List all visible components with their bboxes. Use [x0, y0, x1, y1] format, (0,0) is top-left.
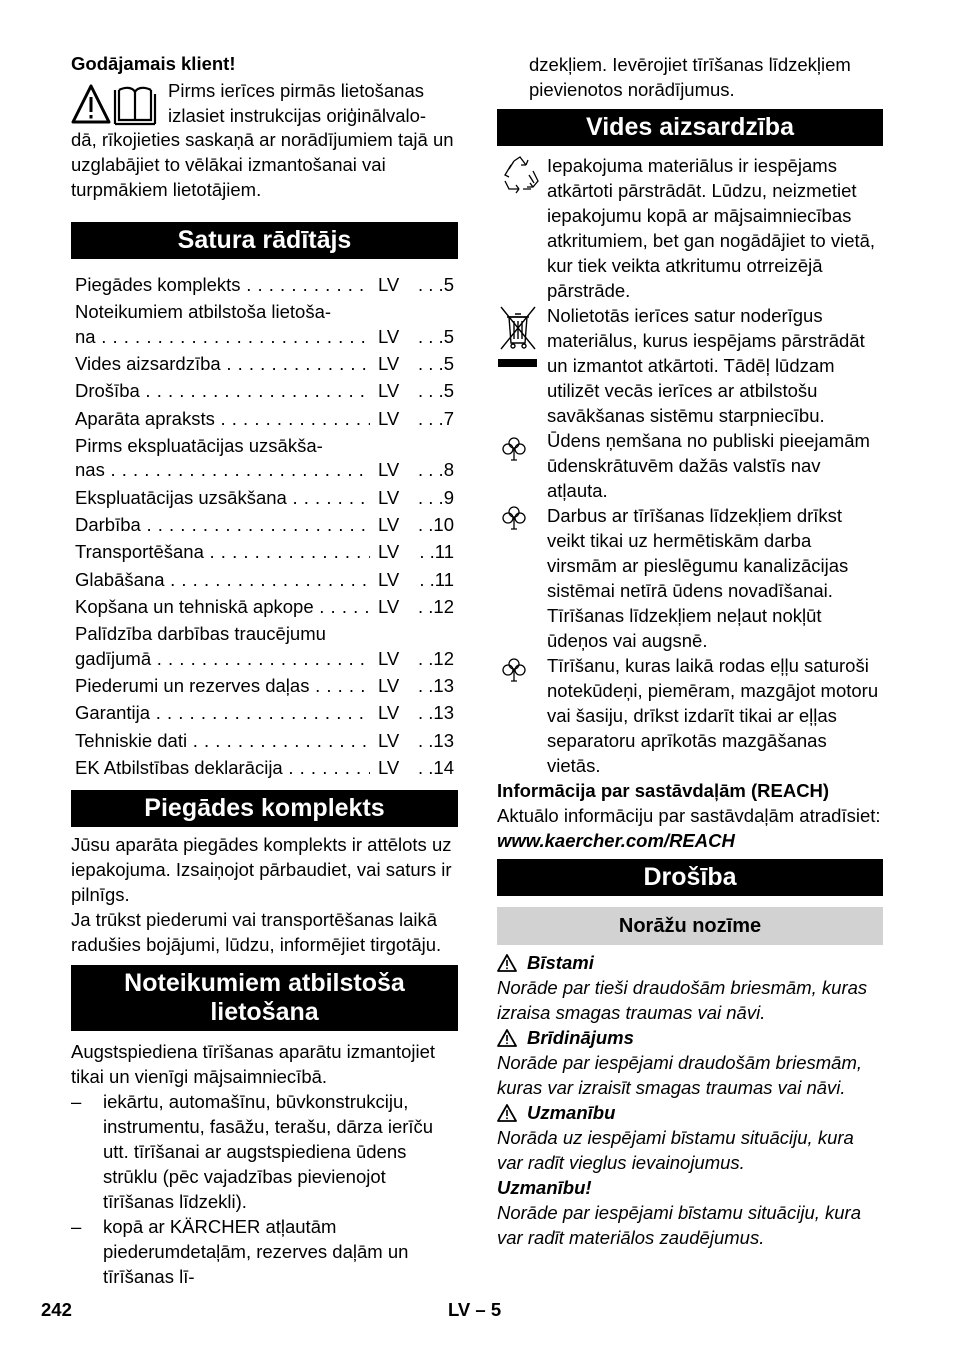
danger-heading	[497, 950, 883, 975]
toc-entry-line1: Transportēšana . . .	[75, 541, 370, 562]
toc-row[interactable]	[75, 379, 454, 404]
toc-entry-title	[75, 407, 370, 432]
toc-row[interactable]	[75, 622, 454, 671]
toc-row[interactable]	[75, 300, 454, 349]
intended-use-heading	[71, 965, 458, 1031]
toc-row[interactable]	[75, 273, 454, 298]
intro-text: dā, rīkojieties saskaņā ar norādījumiem tajā un uzglabājiet to vēlākai izmantošanai vai turpmākiem lietotājiem.	[71, 129, 454, 200]
toc-entry-line1: Darbība . . .	[75, 514, 370, 535]
toc-entry-title	[75, 486, 370, 511]
delivery-text-2: Ja trūkst piederumi vai transportēšanas laikā radušies bojājumi, lūdzu, informējiet tirgotāju.	[71, 909, 442, 956]
environment-icon	[497, 503, 547, 653]
list-dash: –	[71, 1216, 82, 1238]
toc-entry-line1: Pirms ekspluatācijas uzsākša-	[75, 434, 323, 456]
water-note	[497, 428, 883, 503]
read-manual-icon	[71, 78, 168, 128]
intended-use-item-2: kopā ar KÄRCHER atļautām piederumdetaļām, rezerves daļām un tīrīšanas lī-	[103, 1216, 409, 1288]
water-text: Ūdens ņemšana no publiski pieejamām ūdenskrātuvēm dažās valstīs nav atļauta.	[547, 430, 870, 501]
toc-row[interactable]	[75, 729, 454, 754]
toc-entry-page: . .13	[418, 675, 454, 697]
toc-entry-lang: LV	[378, 541, 400, 563]
weee-text: Nolietotās ierīces satur noderīgus materiālus, kurus iespējams pārstrādāt un izmantot atkārtoti. Tādēļ lūdzam utilizēt vecās ierīces ar atbilstošu savākšanas sistēmu starpniecību.	[547, 305, 865, 426]
toc-entry-page: . . .5	[418, 274, 454, 295]
toc-row[interactable]	[75, 407, 454, 432]
toc-entry-title	[75, 674, 370, 699]
toc-entry-lang: LV	[378, 274, 400, 295]
toc-entry-title	[75, 756, 370, 781]
environment-icon	[497, 428, 547, 503]
toc-entry-line1: Piegādes komplekts . . .	[75, 274, 370, 295]
toc-entry-lang: LV	[378, 514, 400, 536]
left-column	[71, 52, 458, 1289]
toc-entry-title	[75, 622, 370, 671]
toc-entry-title	[75, 434, 370, 483]
toc-entry-page: . .10	[418, 514, 454, 536]
toc-row[interactable]	[75, 513, 454, 538]
list-item	[71, 1214, 458, 1289]
toc-entry-line1: Noteikumiem atbilstoša lietoša-	[75, 301, 332, 323]
toc-row[interactable]	[75, 486, 454, 511]
toc-entry-title	[75, 379, 370, 404]
intended-use-heading-line1: Noteikumiem atbilstoša	[124, 969, 405, 998]
table-of-contents	[71, 273, 458, 780]
reach-title: Informācija par sastāvdaļām (REACH)	[497, 780, 830, 801]
toc-entry-line1: Garantija . . .	[75, 702, 370, 723]
toc-entry-title	[75, 701, 370, 726]
toc-entry-line1: Ekspluatācijas uzsākšana . . .	[75, 487, 370, 508]
toc-entry-title	[75, 595, 370, 620]
toc-entry-title	[75, 540, 370, 565]
warning-text: Norāde par iespējami draudošām briesmām, kuras var izraisīt smagas traumas vai nāvi.	[497, 1052, 863, 1098]
toc-entry-lang: LV	[378, 729, 400, 751]
toc-entry-lang: LV	[378, 325, 400, 347]
toc-entry-page: . .12	[418, 647, 454, 669]
intended-use-text: Augstspiediena tīrīšanas aparātu izmantojiet tikai un vienīgi mājsaimniecībā.	[71, 1041, 436, 1088]
toc-entry-line1: EK Atbilstības deklarācija . . .	[75, 757, 370, 778]
detergent-note	[497, 503, 883, 653]
toc-row[interactable]	[75, 674, 454, 699]
intended-use-item-1: iekārtu, automašīnu, būvkonstrukciju, instrumentu, fasāžu, terašu, dārza ierīču utt. tīrīšanai ar augstspiediena ūdens strūklu (pēc vajadzības pievienojot tīrīšanas līdzekli).	[103, 1091, 434, 1213]
attention-text: Norāde par iespējami bīstamu situāciju, kura var radīt materiālos zaudējumus.	[497, 1202, 862, 1248]
toc-entry-lang: LV	[378, 702, 400, 724]
toc-row[interactable]	[75, 595, 454, 620]
toc-entry-line1: Aparāta apraksts . . .	[75, 408, 370, 429]
toc-entry-line1: Vides aizsardzība . . .	[75, 353, 370, 374]
toc-entry-lang: LV	[378, 647, 400, 669]
intended-use-item-2-continued: dzekļiem. Ievērojiet tīrīšanas līdzekļiem pievienotos norādījumus.	[529, 54, 851, 100]
recycle-text: Iepakojuma materiālus ir iespējams atkārtoti pārstrādāt. Lūdzu, neizmetiet iepakojumu kopā ar mājsaimniecības atkritumiem, bet gan nogādājiet to vietā, kur tiek veikta atkritumu otrreizējā pārstrāde.	[547, 155, 876, 301]
danger-title: Bīstami	[527, 952, 594, 973]
toc-entry-title	[75, 729, 370, 754]
toc-entry-page: . .11	[419, 568, 454, 590]
toc-row[interactable]	[75, 540, 454, 565]
toc-entry-page: . .13	[418, 729, 454, 751]
delivery-text-1: Jūsu aparāta piegādes komplekts ir attēlots uz iepakojuma. Izsaiņojot pārbaudiet, vai saturs ir pilnīgs.	[71, 834, 452, 906]
toc-entry-title	[75, 513, 370, 538]
toc-entry-page: . . .7	[418, 407, 454, 429]
intro-text-line1: Pirms ierīces pirmās lietošanas	[168, 80, 424, 101]
toc-entry-lang: LV	[378, 459, 400, 481]
toc-entry-lang: LV	[378, 675, 400, 697]
recycle-icon	[497, 153, 547, 303]
toc-row[interactable]	[75, 756, 454, 781]
toc-entry-line1: Drošība . . .	[75, 380, 370, 401]
toc-entry-lang: LV	[378, 407, 400, 429]
intro-block	[71, 78, 458, 128]
toc-entry-lang: LV	[378, 486, 400, 508]
crossed-bin-icon	[497, 303, 547, 428]
toc-row[interactable]	[75, 701, 454, 726]
reach-link[interactable]: www.kaercher.com/REACH	[497, 830, 735, 851]
detergent-text: Darbus ar tīrīšanas līdzekļiem drīkst veikt tikai uz hermētiskām darba virsmām ar pieslēgumu kanalizācijas sistēmai netīrā ūdens novadīšanai. Tīrīšanas līdzekļiem neļaut nokļūt ūdeņos vai augsnē.	[547, 505, 849, 651]
toc-entry-page: . . .5	[418, 353, 454, 375]
toc-entry-line1: Piederumi un rezerves daļas . . .	[75, 675, 370, 696]
toc-entry-title	[75, 273, 370, 298]
attention-title: Uzmanību!	[497, 1177, 592, 1198]
caution-title: Uzmanību	[527, 1102, 616, 1123]
intro-text-line2: izlasiet instrukcijas oriģinālvalo-	[168, 105, 427, 126]
right-column	[497, 52, 883, 1250]
toc-entry-page: . .14	[418, 756, 454, 778]
weee-note	[497, 303, 883, 428]
recycle-note	[497, 153, 883, 303]
list-item	[71, 1089, 458, 1214]
toc-entry-title	[75, 568, 370, 593]
warning-title: Brīdinājums	[527, 1027, 634, 1048]
danger-text: Norāde par tieši draudošām briesmām, kuras izraisa smagas traumas vai nāvi.	[497, 977, 868, 1023]
toc-entry-lang: LV	[378, 756, 400, 778]
toc-entry-line2: nas . . .	[75, 459, 370, 480]
toc-entry-page: . .11	[419, 541, 454, 563]
toc-entry-page: . . .8	[418, 459, 454, 481]
toc-entry-title	[75, 300, 370, 349]
toc-entry-line2: na . . .	[75, 326, 370, 347]
page-number: 242	[41, 1299, 72, 1320]
warning-triangle-icon	[497, 1029, 517, 1047]
safety-subheading: Norāžu nozīme	[497, 907, 883, 945]
intended-use-heading-line2: lietošana	[210, 998, 319, 1027]
warning-triangle-icon	[497, 1104, 517, 1122]
delivery-heading: Piegādes komplekts	[71, 790, 458, 827]
caution-heading	[497, 1100, 883, 1125]
list-dash: –	[71, 1091, 82, 1113]
toc-entry-lang: LV	[378, 380, 400, 402]
oil-note	[497, 653, 883, 778]
toc-entry-lang: LV	[378, 568, 400, 590]
toc-entry-line1: Kopšana un tehniskā apkope . . .	[75, 596, 370, 617]
toc-row[interactable]	[75, 434, 454, 483]
toc-entry-title	[75, 352, 370, 377]
toc-entry-page: . . .5	[418, 325, 454, 347]
toc-entry-page: . . .9	[418, 486, 454, 508]
toc-entry-lang: LV	[378, 595, 400, 617]
environment-icon	[497, 653, 547, 778]
toc-entry-line1: Palīdzība darbības traucējumu	[75, 623, 326, 645]
oil-text: Tīrīšanu, kuras laikā rodas eļļu saturoši notekūdeņi, piemēram, mazgājot motoru vai šasiju, drīkst izdarīt tikai ar eļļas separatoru aprīkotās mazgāšanas vietās.	[547, 655, 879, 776]
toc-entry-line1: Glabāšana . . .	[75, 569, 370, 590]
toc-row[interactable]	[75, 352, 454, 377]
caution-text: Norāda uz iespējami bīstamu situāciju, kura var radīt vieglus ievainojumus.	[497, 1127, 854, 1173]
toc-heading: Satura rādītājs	[71, 222, 458, 259]
environment-heading: Vides aizsardzība	[497, 109, 883, 146]
toc-entry-lang: LV	[378, 353, 400, 375]
toc-entry-line2: gadījumā . . .	[75, 648, 370, 669]
toc-entry-page: . . .5	[418, 380, 454, 402]
intro-title: Godājamais klient!	[71, 53, 236, 74]
toc-entry-page: . .12	[418, 595, 454, 617]
warning-heading	[497, 1025, 883, 1050]
toc-entry-page: . .13	[418, 702, 454, 724]
reach-text: Aktuālo informāciju par sastāvdaļām atradīsiet:	[497, 805, 881, 826]
page-section: LV – 5	[448, 1299, 502, 1320]
toc-row[interactable]	[75, 568, 454, 593]
safety-heading: Drošība	[497, 859, 883, 896]
warning-triangle-icon	[497, 954, 517, 972]
toc-entry-line1: Tehniskie dati . . .	[75, 730, 370, 751]
